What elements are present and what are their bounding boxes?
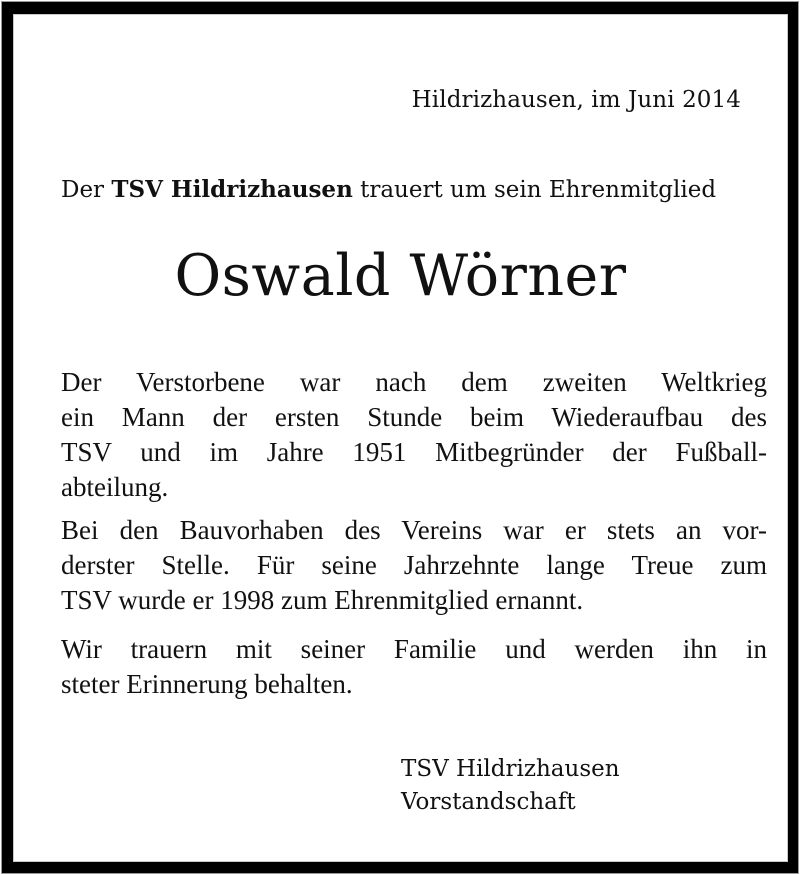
place-date: Hildrizhausen, im Juni 2014 [411, 87, 741, 113]
paragraph-line: TSV wurde er 1998 zum Ehrenmitglied ernannt. [61, 585, 584, 615]
paragraph-line: Bei den Bauvorhaben des Vereins war er stets an vor- [61, 515, 767, 545]
paragraph-line: derster Stelle. Für seine Jahrzehnte lange Treue zum [61, 550, 767, 580]
paragraph-line: TSV und im Jahre 1951 Mitbegründer der Fußball- [61, 437, 767, 467]
paragraph-line: ein Mann der ersten Stunde beim Wiederaufbau des [61, 402, 767, 432]
deceased-name: Oswald Wörner [174, 243, 627, 309]
paragraph-2 [61, 513, 767, 618]
organization-name: TSV Hildrizhausen [111, 176, 353, 203]
paragraph-line: steter Erinnerung behalten. [61, 669, 353, 699]
notice-border [1, 1, 799, 874]
paragraph-line: abteilung. [61, 472, 169, 502]
intro-prefix: Der [61, 177, 105, 203]
intro-line [61, 176, 716, 203]
intro-suffix: trauert um sein Ehrenmitglied [360, 177, 717, 203]
paragraph-line: Der Verstorbene war nach dem zweiten Weltkrieg [61, 367, 767, 397]
paragraph-1 [61, 365, 767, 505]
signature-board: Vorstandschaft [401, 789, 576, 815]
signature [401, 753, 620, 819]
obituary-notice [13, 14, 788, 862]
paragraph-3 [61, 632, 767, 702]
signature-organization: TSV Hildrizhausen [401, 756, 620, 782]
paragraph-line: Wir trauern mit seiner Familie und werden ihn in [61, 634, 767, 664]
